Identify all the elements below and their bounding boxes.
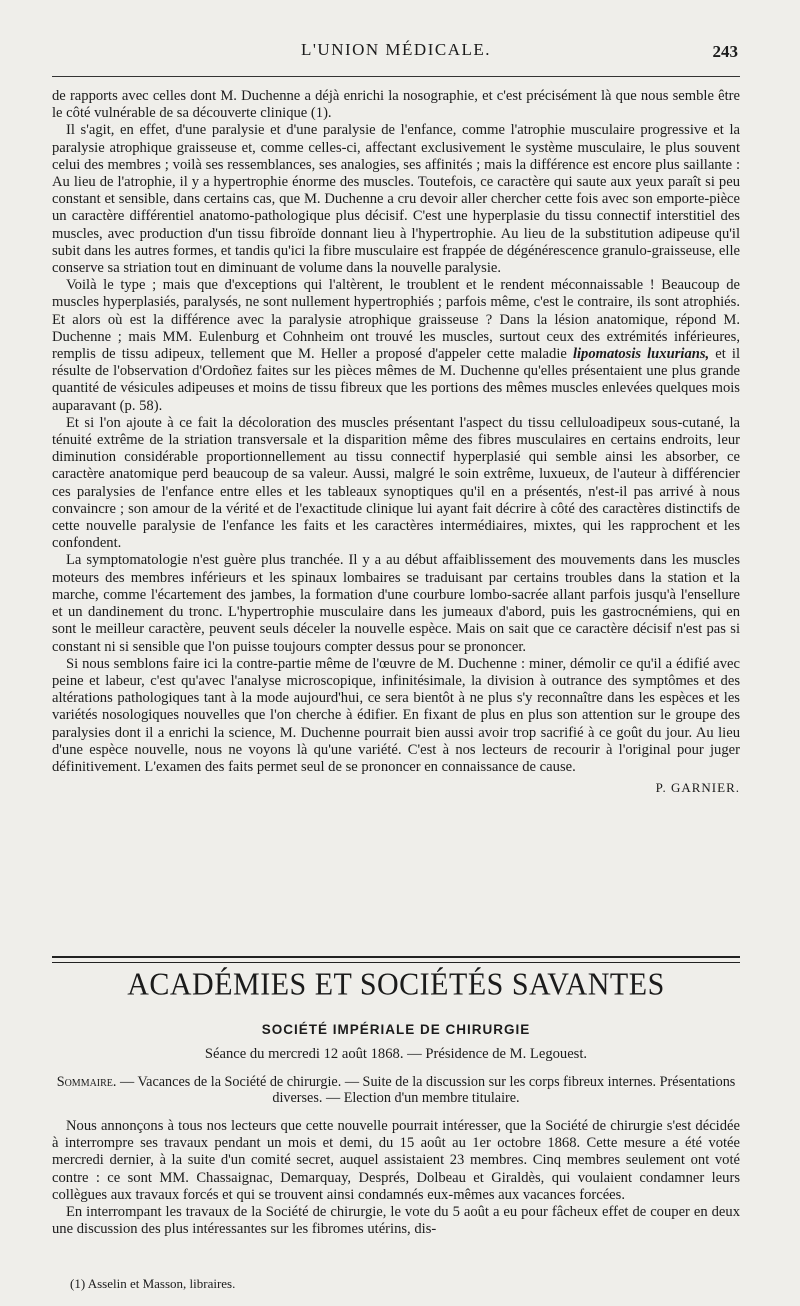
review-article: [52, 88, 740, 796]
summary: [52, 1074, 740, 1106]
paragraph: Et si l'on ajoute à ce fait la décoloration des muscles présentant l'aspect du tissu celluloadipeux sous-cutané, la ténuité extrême de la striation transversale et la disparition même des fibres musculaires en certains endroits, leur diminution considérable proportionnellement au tissu connectif hyperplasié qui semble ainsi les absorber, ce caractère anatomique perd beaucoup de sa valeur. Aussi, malgré le soin extrême, luxueux, de l'auteur à différencier ces paralysies de l'enfance entre elles et les tableaux synoptiques qu'il en a présentés, n'est-il pas arrivé à nous convaincre ; son amour de la vérité et de l'exactitude clinique lui ayant fait décrire à côté des caractères distinctifs de cette nouvelle paralysie de l'enfance les faits et les caractères intermédiaires, mixtes, qui les rapprochent et les confondent.: [52, 414, 740, 552]
journal-title: L'UNION MÉDICALE.: [300, 40, 492, 59]
session-line: Séance du mercredi 12 août 1868. — Présidence de M. Legouest.: [204, 1046, 588, 1062]
summary-text: — Vacances de la Société de chirurgie. — Suite de la discussion sur les corps fibreux internes. Présentations diverses. — Election d'un membre titulaire.: [116, 1074, 736, 1106]
section-title: ACADÉMIES ET SOCIÉTÉS SAVANTES: [127, 967, 665, 1002]
paragraph: En interrompant les travaux de la Société de chirurgie, le vote du 5 août a eu pour fâcheux effet de couper en deux une discussion des plus intéressantes sur les fibromes utérins, dis-: [52, 1204, 740, 1238]
paragraph-text: et il résulte de l'observation d'Ordoñez faites sur les pièces mêmes de M. Duchenne qu'elles présentaient une plus grande quantité de vésicules adipeuses et moins de tissu fibreux que les portions des mêmes muscles enlevées quelques mois auparavant (p. 58).: [52, 346, 741, 414]
running-head: [54, 40, 738, 70]
paragraph-text: Voilà le type ; mais que d'exceptions qui l'altèrent, le troublent et le rendent méconnaissable ! Beaucoup de muscles hyperplasiés, paralysés, ne sont nullement hypertrophiés ; parfois même, c'est le contraire, ils sont atrophiés. Et alors où est la différence avec la paralysie atrophique graisseuse ? Dans la lésion anatomique, répond M. Duchenne ; mais MM. Eulenburg et Cohnheim ont trouvé les muscles, surtout ceux des extrémités inférieures, remplis de tissu adipeux, tellement que M. Heller a proposé d'appeler cette maladie: [52, 277, 740, 363]
summary-label: Sommaire.: [56, 1074, 117, 1090]
italic-term: lipomatosis luxurians,: [572, 346, 710, 363]
society-report: [52, 1118, 740, 1238]
paragraph: La symptomatologie n'est guère plus tranchée. Il y a au début affaiblissement des mouvements dans les muscles moteurs des membres inférieurs et les spinaux lombaires se traduisant par certains troubles dans la station et la marche, comme l'écartement des jambes, la formation d'une courbure lombo-sacrée allant parfois jusqu'à l'ensellure et un dandinement du tronc. L'hypertrophie musculaire dans les jumeaux d'abord, puis les gastrocnémiens, qui en sont le meilleur caractère, peuvent seuls déceler la nouvelle espèce. Mais on sait que ce caractère décisif n'est pas si constant ni si sensible que l'on puisse toujours compter dessus pour se prononcer.: [52, 552, 740, 655]
header-rule: [52, 76, 740, 77]
footnote: (1) Asselin et Masson, libraires.: [70, 1276, 236, 1291]
paragraph: Il s'agit, en effet, d'une paralysie et d'une paralysie de l'enfance, comme l'atrophie musculaire progressive et la paralysie atrophique graisseuse et, comme celles-ci, affectant exclusivement le système musculaire, le plus souvent celui des membres ; voilà ses ressemblances, ses analogies, ses affinités ; mais la différence est encore plus saillante : Au lieu de l'atrophie, il y a hypertrophie énorme des muscles. Toutefois, ce caractère qui saute aux yeux paraît si peu constant et sensible, dans certains cas, que M. Duchenne a cru devoir aller chercher cette fois avec son emporte-pièce un caractère différentiel anatomo-pathologique plus décisif. C'est une hyperplasie du tissu connectif interstitiel des muscles, avec production d'un tissu fibroïde donnant lieu à l'hypertrophie. Au lieu de la substitution adipeuse qu'il subit dans les autres formes, et tandis qu'ici la fibre musculaire est frappée de dégénérescence granulo-graisseuse, elle conserve sa striation tout en diminuant de volume dans la nouvelle paralysie.: [52, 122, 740, 277]
society-title: SOCIÉTÉ IMPÉRIALE DE CHIRURGIE: [261, 1022, 531, 1037]
paragraph: Si nous semblons faire ici la contre-partie même de l'œuvre de M. Duchenne : miner, démolir ce qu'il a édifié avec peine et labeur, c'est qu'avec l'analyse microscopique, infinitésimale, la division à outrance des symptômes et des altérations pathologiques tant à la mode aujourd'hui, ce sera bientôt à ne plus s'y reconnaître dans les espèces et les variétés nosologiques nouvelles que l'on cherche à édifier. En fixant de plus en plus son attention sur le groupe des paralysies dont il a enrichi la science, M. Duchenne pourrait bien aussi avoir trop sacrifié à ce goût du jour. Au lieu d'une espèce nouvelle, nous ne voyons là qu'une variété. C'est à nos lecteurs de recourir à l'original pour juger définitivement. L'examen des faits permet seul de se prononcer en connaissance de cause.: [52, 655, 740, 775]
paragraph: [52, 277, 740, 415]
paragraph: Nous annonçons à tous nos lecteurs que cette nouvelle pourrait intéresser, que la Société de chirurgie s'est décidée à interrompre ses travaux pendant un mois et demi, du 15 août au 1er octobre 1868. Cette mesure a été votée mercredi dernier, à la suite d'un comité secret, auquel assistaient 23 membres. Cinq membres seulement ont voté contre : ce sont MM. Chassaignac, Demarquay, Després, Dolbeau et Giraldès, qui voulaient condamner leurs collègues aux travaux forcés et qui se trouvent ainsi condamnés eux-mêmes aux vacances forcées.: [52, 1118, 740, 1203]
section-divider: [52, 956, 740, 963]
author-signature: P. GARNIER.: [655, 780, 740, 796]
page-number: 243: [712, 42, 738, 61]
paragraph: de rapports avec celles dont M. Duchenne a déjà enrichi la nosographie, et c'est précisément là que nous semble être le côté vulnérable de sa découverte clinique (1).: [52, 88, 740, 122]
